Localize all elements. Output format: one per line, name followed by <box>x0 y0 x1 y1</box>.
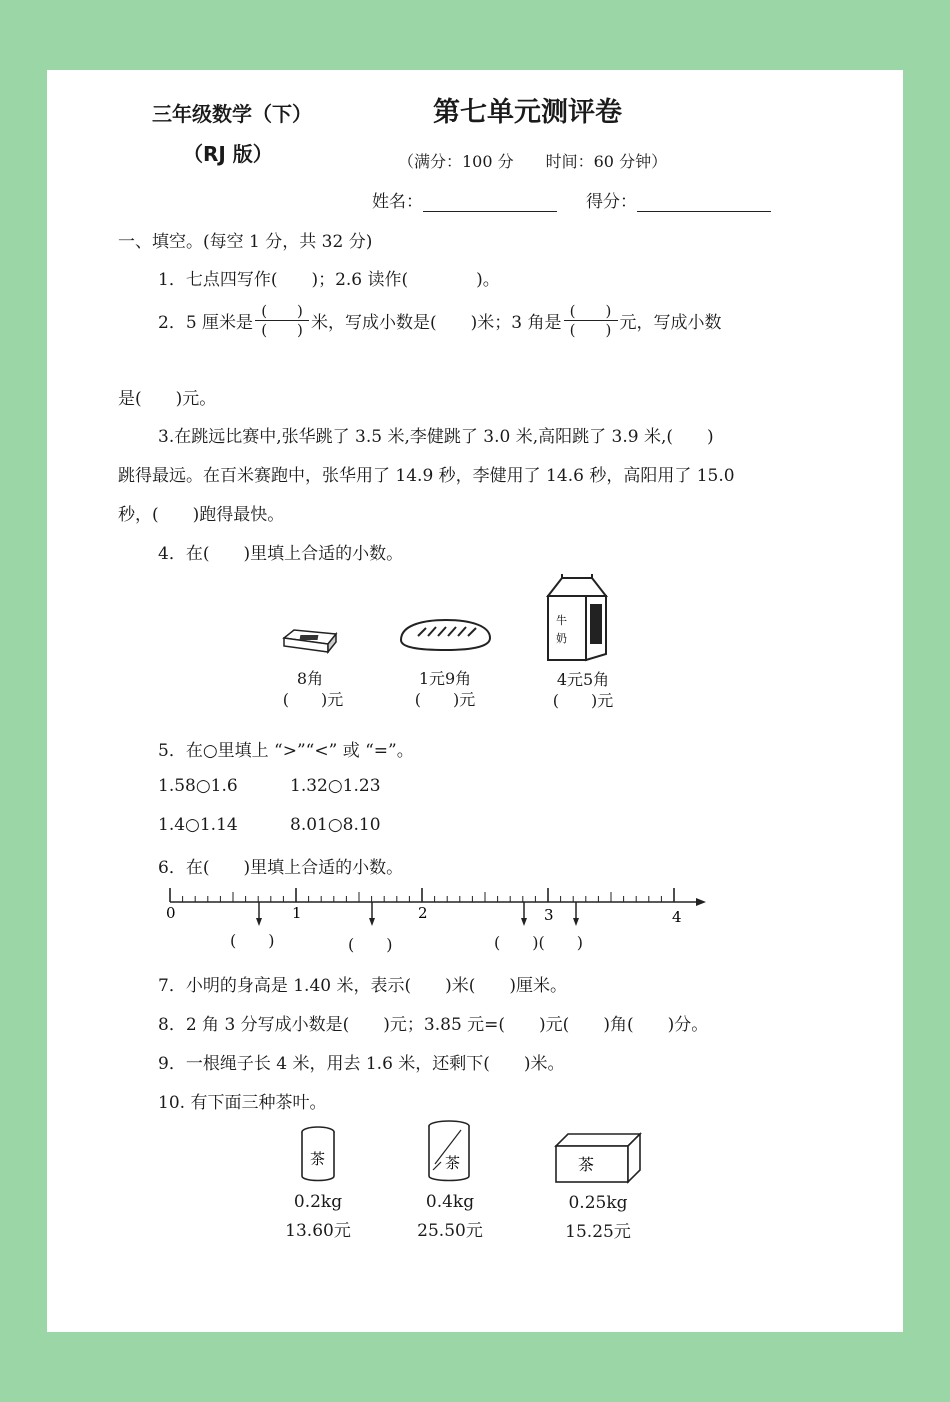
tea-weight: 0.4kg <box>425 1192 475 1212</box>
question-5: 5．在○里填上 “>”“<” 或 “=”。 <box>158 741 414 761</box>
edition-label: （RJ 版） <box>183 142 273 166</box>
score-time-info: （满分：100 分 时间：60 分钟） <box>398 152 668 171</box>
score-label: 得分： <box>586 192 637 212</box>
item-price: 4元5角 <box>556 670 610 689</box>
tea-label: 茶 <box>310 1150 326 1168</box>
name-label: 姓名： <box>372 192 423 212</box>
fraction-meter <box>255 302 309 339</box>
bread-icon <box>396 614 494 656</box>
tick-label: 1 <box>292 904 302 922</box>
fraction-denominator[interactable]: ( ) <box>261 321 303 339</box>
tick-label: 2 <box>418 904 428 922</box>
fraction-numerator[interactable]: ( ) <box>261 302 303 320</box>
tea-price: 25.50元 <box>417 1221 483 1241</box>
question-7: 7．小明的身高是 1.40 米，表示( )米( )厘米。 <box>158 976 568 996</box>
down-arrow-icon <box>521 918 527 926</box>
item-price: 8角 <box>296 669 324 688</box>
number-line-blank[interactable]: ( ) <box>230 931 275 950</box>
down-arrow-icon <box>369 918 375 926</box>
name-field[interactable] <box>372 187 557 212</box>
fraction-numerator[interactable]: ( ) <box>569 302 612 320</box>
compare-item[interactable]: 1.32○1.23 <box>290 776 381 796</box>
item-blank[interactable]: ( )元 <box>552 691 614 710</box>
tick-label: 3 <box>544 906 554 924</box>
tea-price: 15.25元 <box>565 1222 631 1242</box>
question-8: 8．2 角 3 分写成小数是( )元；3.85 元=( )元( )角( )分。 <box>158 1015 709 1035</box>
tea-weight: 0.25kg <box>568 1193 628 1213</box>
section-heading: 一、填空。(每空 1 分，共 32 分) <box>118 232 373 252</box>
compare-item[interactable]: 1.58○1.6 <box>158 776 238 796</box>
question-10: 10. 有下面三种茶叶。 <box>158 1093 327 1113</box>
number-line-blank[interactable]: ( ) <box>348 935 393 954</box>
page-title: 第七单元测评卷 <box>433 97 622 128</box>
milk-carton-icon <box>544 574 610 664</box>
question-4: 4．在( )里填上合适的小数。 <box>158 544 404 564</box>
tick-label: 0 <box>166 904 176 922</box>
carton-text-2: 奶 <box>556 632 567 645</box>
tea-label: 茶 <box>445 1154 461 1172</box>
tick-marks <box>170 888 674 902</box>
compare-item[interactable]: 1.4○1.14 <box>158 815 238 835</box>
tea-price: 13.60元 <box>285 1221 351 1241</box>
down-arrow-icon <box>256 918 262 926</box>
carton-text-1: 牛 <box>556 614 567 627</box>
question-3-line-2: 跳得最远。在百米赛跑中，张华用了 14.9 秒，李健用了 14.6 秒，高阳用了 15.0 <box>118 466 735 486</box>
question-2 <box>158 302 722 339</box>
question-6: 6．在( )里填上合适的小数。 <box>158 858 404 878</box>
tea-jar-icon <box>425 1118 477 1184</box>
tea-box-icon <box>554 1132 644 1184</box>
fraction-denominator[interactable]: ( ) <box>569 321 612 339</box>
compare-item[interactable]: 8.01○8.10 <box>290 815 381 835</box>
q2-part-b: 米，写成小数是( )米；3 角是 <box>311 313 562 333</box>
q2-part-a: 2．5 厘米是 <box>158 313 254 333</box>
tea-label: 茶 <box>578 1155 595 1174</box>
down-arrow-icon <box>573 918 579 926</box>
q2-part-c: 元，写成小数 <box>619 313 722 333</box>
arrow-head-icon <box>696 898 706 906</box>
number-line-blank[interactable]: ( )( ) <box>494 933 583 952</box>
eraser-icon <box>280 626 338 656</box>
name-blank[interactable] <box>423 193 557 212</box>
question-9: 9．一根绳子长 4 米，用去 1.6 米，还剩下( )米。 <box>158 1054 565 1074</box>
item-blank[interactable]: ( )元 <box>414 690 476 709</box>
fraction-yuan <box>564 302 618 339</box>
question-2-cont: 是( )元。 <box>118 389 217 409</box>
tea-weight: 0.2kg <box>293 1192 343 1212</box>
score-blank[interactable] <box>637 193 771 212</box>
item-blank[interactable]: ( )元 <box>282 690 344 709</box>
question-1: 1．七点四写作( )；2.6 读作( )。 <box>158 270 500 290</box>
score-field[interactable] <box>586 187 771 212</box>
question-3-line-1: 3.在跳远比赛中,张华跳了 3.5 米,李健跳了 3.0 米,高阳跳了 3.9 米,( ) <box>158 427 714 447</box>
tea-can-icon <box>298 1124 340 1184</box>
tick-label: 4 <box>672 908 682 926</box>
grade-label: 三年级数学（下） <box>152 102 312 126</box>
item-price: 1元9角 <box>418 669 472 688</box>
question-3-line-3: 秒，( )跑得最快。 <box>118 505 285 525</box>
